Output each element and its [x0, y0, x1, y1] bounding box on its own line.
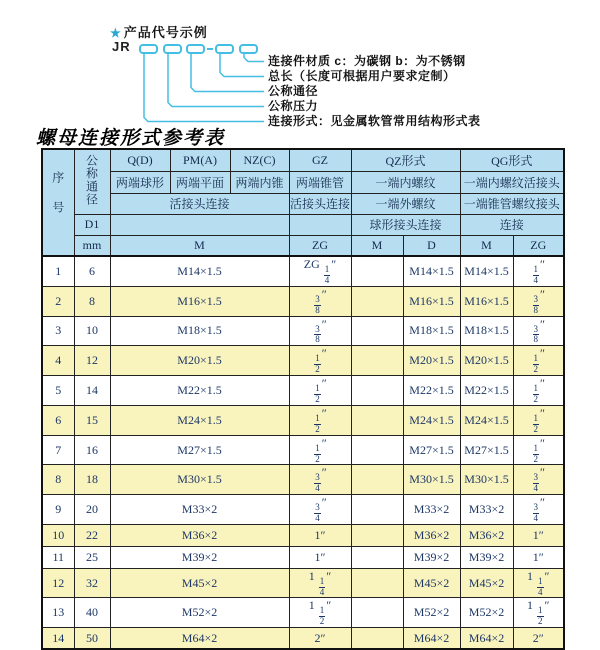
cell-dn: 18: [74, 465, 110, 495]
cell-no: 13: [42, 598, 74, 628]
code-label-pressure: 公称压力: [268, 99, 319, 113]
cell-zg: 2″: [289, 628, 351, 650]
cell-no: 9: [42, 495, 74, 525]
header-row: [42, 235, 564, 256]
cell-qg_m: M16×1.5: [460, 286, 513, 316]
table-row: [42, 286, 564, 316]
cell-qg_zg: $\frac{1}{2}$ ″: [513, 376, 564, 406]
cell-m: M33×2: [110, 495, 289, 525]
cell-qg_m: M45×2: [460, 568, 513, 598]
cell-dn: 40: [74, 598, 110, 628]
cell-qz_d: M18×1.5: [403, 316, 460, 346]
code-box: [216, 45, 233, 53]
reference-table: [41, 148, 565, 650]
cell-qz_m: [351, 286, 403, 316]
th-qg-zg: ZG: [513, 235, 564, 256]
cell-m: M14×1.5: [110, 256, 289, 286]
header-row: [42, 214, 564, 235]
th-dn-label: 公称通径: [84, 153, 99, 206]
th-qz-m: M: [351, 235, 403, 256]
table-row: [42, 568, 564, 598]
th-q: Q(D): [110, 149, 170, 171]
cell-m: M24×1.5: [110, 405, 289, 435]
table-row: [42, 465, 564, 495]
table-row: [42, 525, 564, 547]
cell-qz_m: [351, 435, 403, 465]
table-row: [42, 376, 564, 406]
cell-dn: 25: [74, 546, 110, 568]
cell-qz_d: M36×2: [403, 525, 460, 547]
cell-qg_zg: $\frac{1}{2}$ ″: [513, 405, 564, 435]
th-qg-sub1: 一端内螺纹活接头: [460, 171, 564, 193]
cell-zg: 1″: [289, 546, 351, 568]
cell-no: 3: [42, 316, 74, 346]
th-dn: [74, 149, 110, 214]
th-unit: mm: [74, 235, 110, 256]
table-header: [42, 149, 564, 256]
th-seq-label: 序号: [50, 170, 65, 231]
th-qz-d: D: [403, 235, 460, 256]
code-label-connection: 连接形式：见金属软管常用结构形式表: [268, 114, 481, 128]
cell-qg_m: M22×1.5: [460, 376, 513, 406]
cell-zg: $\frac{1}{2}$ ″: [289, 376, 351, 406]
th-empty: [289, 214, 351, 235]
cell-qg_zg: $\frac{3}{4}$ ″: [513, 465, 564, 495]
cell-no: 7: [42, 435, 74, 465]
cell-zg: ZG $\frac{1}{4}$ ″: [289, 256, 351, 286]
cell-qg_zg: 1 $\frac{1}{4}$ ″: [513, 568, 564, 598]
cell-qg_zg: $\frac{1}{4}$ ″: [513, 256, 564, 286]
cell-zg: $\frac{3}{8}$ ″: [289, 316, 351, 346]
cell-zg: 1″: [289, 525, 351, 547]
cell-dn: 8: [74, 286, 110, 316]
cell-no: 10: [42, 525, 74, 547]
page-title: 螺母连接形式参考表: [36, 128, 226, 149]
th-nz-sub: 两端内锥: [230, 171, 289, 193]
code-box: [140, 45, 157, 53]
cell-qg_m: M52×2: [460, 598, 513, 628]
cell-zg: $\frac{3}{4}$ ″: [289, 465, 351, 495]
cell-qg_zg: $\frac{1}{2}$ ″: [513, 435, 564, 465]
table-row: [42, 628, 564, 650]
cell-no: 12: [42, 568, 74, 598]
cell-qz_m: [351, 256, 403, 286]
th-qz-sub2: 一端外螺纹: [351, 193, 460, 214]
cell-m: M16×1.5: [110, 286, 289, 316]
cell-zg: 1 $\frac{1}{4}$ ″: [289, 568, 351, 598]
cell-qg_zg: 2″: [513, 628, 564, 650]
leader-line: [191, 53, 264, 92]
cell-zg: $\frac{1}{2}$ ″: [289, 346, 351, 376]
cell-dn: 15: [74, 405, 110, 435]
th-q-sub: 两端球形: [110, 171, 170, 193]
cell-qz_m: [351, 465, 403, 495]
code-labels: [268, 55, 481, 130]
cell-qg_zg: 1″: [513, 546, 564, 568]
table-row: [42, 346, 564, 376]
cell-qz_d: M14×1.5: [403, 256, 460, 286]
table-row: [42, 495, 564, 525]
cell-zg: 1 $\frac{1}{2}$ ″: [289, 598, 351, 628]
product-code-prefix: JR: [112, 39, 131, 54]
cell-zg: $\frac{1}{2}$ ″: [289, 435, 351, 465]
cell-qg_m: M33×2: [460, 495, 513, 525]
cell-dn: 16: [74, 435, 110, 465]
cell-zg: $\frac{1}{2}$ ″: [289, 405, 351, 435]
th-gz-conn: 活接头连接: [289, 193, 351, 214]
cell-no: 1: [42, 256, 74, 286]
th-seq: [42, 149, 74, 256]
cell-no: 4: [42, 346, 74, 376]
table-row: [42, 316, 564, 346]
cell-dn: 6: [74, 256, 110, 286]
code-box: [164, 45, 181, 53]
cell-qz_d: M64×2: [403, 628, 460, 650]
th-qz-sub1: 一端内螺纹: [351, 171, 460, 193]
th-left-conn: 活接头连接: [110, 193, 289, 214]
cell-m: M18×1.5: [110, 316, 289, 346]
th-qg: QG形式: [460, 149, 564, 171]
cell-dn: 50: [74, 628, 110, 650]
table-row: [42, 598, 564, 628]
table-row: [42, 405, 564, 435]
th-gz: GZ: [289, 149, 351, 171]
cell-qg_m: M18×1.5: [460, 316, 513, 346]
cell-dn: 14: [74, 376, 110, 406]
cell-qg_m: M30×1.5: [460, 465, 513, 495]
cell-qz_d: M39×2: [403, 546, 460, 568]
cell-m: M52×2: [110, 598, 289, 628]
cell-qz_m: [351, 628, 403, 650]
th-qz: QZ形式: [351, 149, 460, 171]
cell-dn: 32: [74, 568, 110, 598]
table-row: [42, 435, 564, 465]
cell-qg_m: M20×1.5: [460, 346, 513, 376]
cell-qg_zg: 1″: [513, 525, 564, 547]
cell-qz_d: M30×1.5: [403, 465, 460, 495]
cell-qz_d: M27×1.5: [403, 435, 460, 465]
cell-qz_d: M33×2: [403, 495, 460, 525]
th-qg-m: M: [460, 235, 513, 256]
code-label-length: 总长（长度可根据用户要求定制）: [268, 69, 456, 83]
cell-qz_d: M52×2: [403, 598, 460, 628]
code-label-diameter: 公称通径: [268, 84, 319, 98]
cell-zg: $\frac{3}{8}$ ″: [289, 286, 351, 316]
cell-no: 2: [42, 286, 74, 316]
cell-qz_d: M16×1.5: [403, 286, 460, 316]
code-label-material: 连接件材质 c：为碳钢 b：为不锈钢: [268, 54, 466, 68]
cell-m: M30×1.5: [110, 465, 289, 495]
cell-qz_m: [351, 568, 403, 598]
th-qz-conn: 球形接头连接: [351, 214, 460, 235]
th-pm: PM(A): [170, 149, 230, 171]
leader-line: [220, 53, 264, 77]
cell-qz_d: M20×1.5: [403, 346, 460, 376]
cell-qg_m: M27×1.5: [460, 435, 513, 465]
cell-qz_m: [351, 316, 403, 346]
cell-qg_m: M36×2: [460, 525, 513, 547]
cell-dn: 12: [74, 346, 110, 376]
cell-qz_m: [351, 598, 403, 628]
th-qg-conn: 连接: [460, 214, 564, 235]
cell-m: M39×2: [110, 546, 289, 568]
cell-qz_m: [351, 405, 403, 435]
th-pm-sub: 两端平面: [170, 171, 230, 193]
cell-qz_m: [351, 376, 403, 406]
cell-qg_zg: $\frac{3}{8}$ ″: [513, 316, 564, 346]
code-box: [240, 45, 257, 53]
cell-dn: 10: [74, 316, 110, 346]
th-zg: ZG: [289, 235, 351, 256]
cell-no: 6: [42, 405, 74, 435]
cell-no: 5: [42, 376, 74, 406]
th-nz: NZ(C): [230, 149, 289, 171]
header-row: [42, 171, 564, 193]
cell-qg_zg: $\frac{3}{4}$ ″: [513, 495, 564, 525]
cell-qz_d: M24×1.5: [403, 405, 460, 435]
cell-m: M20×1.5: [110, 346, 289, 376]
cell-qg_zg: 1 $\frac{1}{2}$ ″: [513, 598, 564, 628]
cell-qg_zg: $\frac{3}{8}$ ″: [513, 286, 564, 316]
cell-qz_m: [351, 525, 403, 547]
header-row: [42, 149, 564, 171]
code-box: [187, 45, 204, 53]
cell-qg_m: M64×2: [460, 628, 513, 650]
cell-qg_m: M14×1.5: [460, 256, 513, 286]
cell-qg_m: M24×1.5: [460, 405, 513, 435]
table-body: [42, 256, 564, 649]
th-empty: [110, 214, 289, 235]
table-row: [42, 256, 564, 286]
header-row: [42, 193, 564, 214]
leader-line: [144, 53, 264, 122]
cell-qz_m: [351, 546, 403, 568]
cell-m: M27×1.5: [110, 435, 289, 465]
cell-m: M45×2: [110, 568, 289, 598]
cell-qz_m: [351, 346, 403, 376]
cell-dn: 22: [74, 525, 110, 547]
leader-line: [244, 53, 264, 62]
product-code-heading-text: 产品代号示例: [123, 25, 208, 40]
cell-dn: 20: [74, 495, 110, 525]
cell-qg_m: M39×2: [460, 546, 513, 568]
cell-no: 14: [42, 628, 74, 650]
th-d1: D1: [74, 214, 110, 235]
cell-no: 8: [42, 465, 74, 495]
cell-qz_d: M45×2: [403, 568, 460, 598]
th-gz-sub: 两端锥管: [289, 171, 351, 193]
cell-m: M64×2: [110, 628, 289, 650]
cell-qg_zg: $\frac{1}{2}$ ″: [513, 346, 564, 376]
table-row: [42, 546, 564, 568]
th-qg-sub2: 一端锥管螺纹接头: [460, 193, 564, 214]
cell-no: 11: [42, 546, 74, 568]
cell-qz_d: M22×1.5: [403, 376, 460, 406]
cell-qz_m: [351, 495, 403, 525]
cell-m: M22×1.5: [110, 376, 289, 406]
cell-m: M36×2: [110, 525, 289, 547]
th-m: M: [110, 235, 289, 256]
star-icon: ★: [110, 26, 122, 40]
cell-zg: $\frac{3}{4}$ ″: [289, 495, 351, 525]
